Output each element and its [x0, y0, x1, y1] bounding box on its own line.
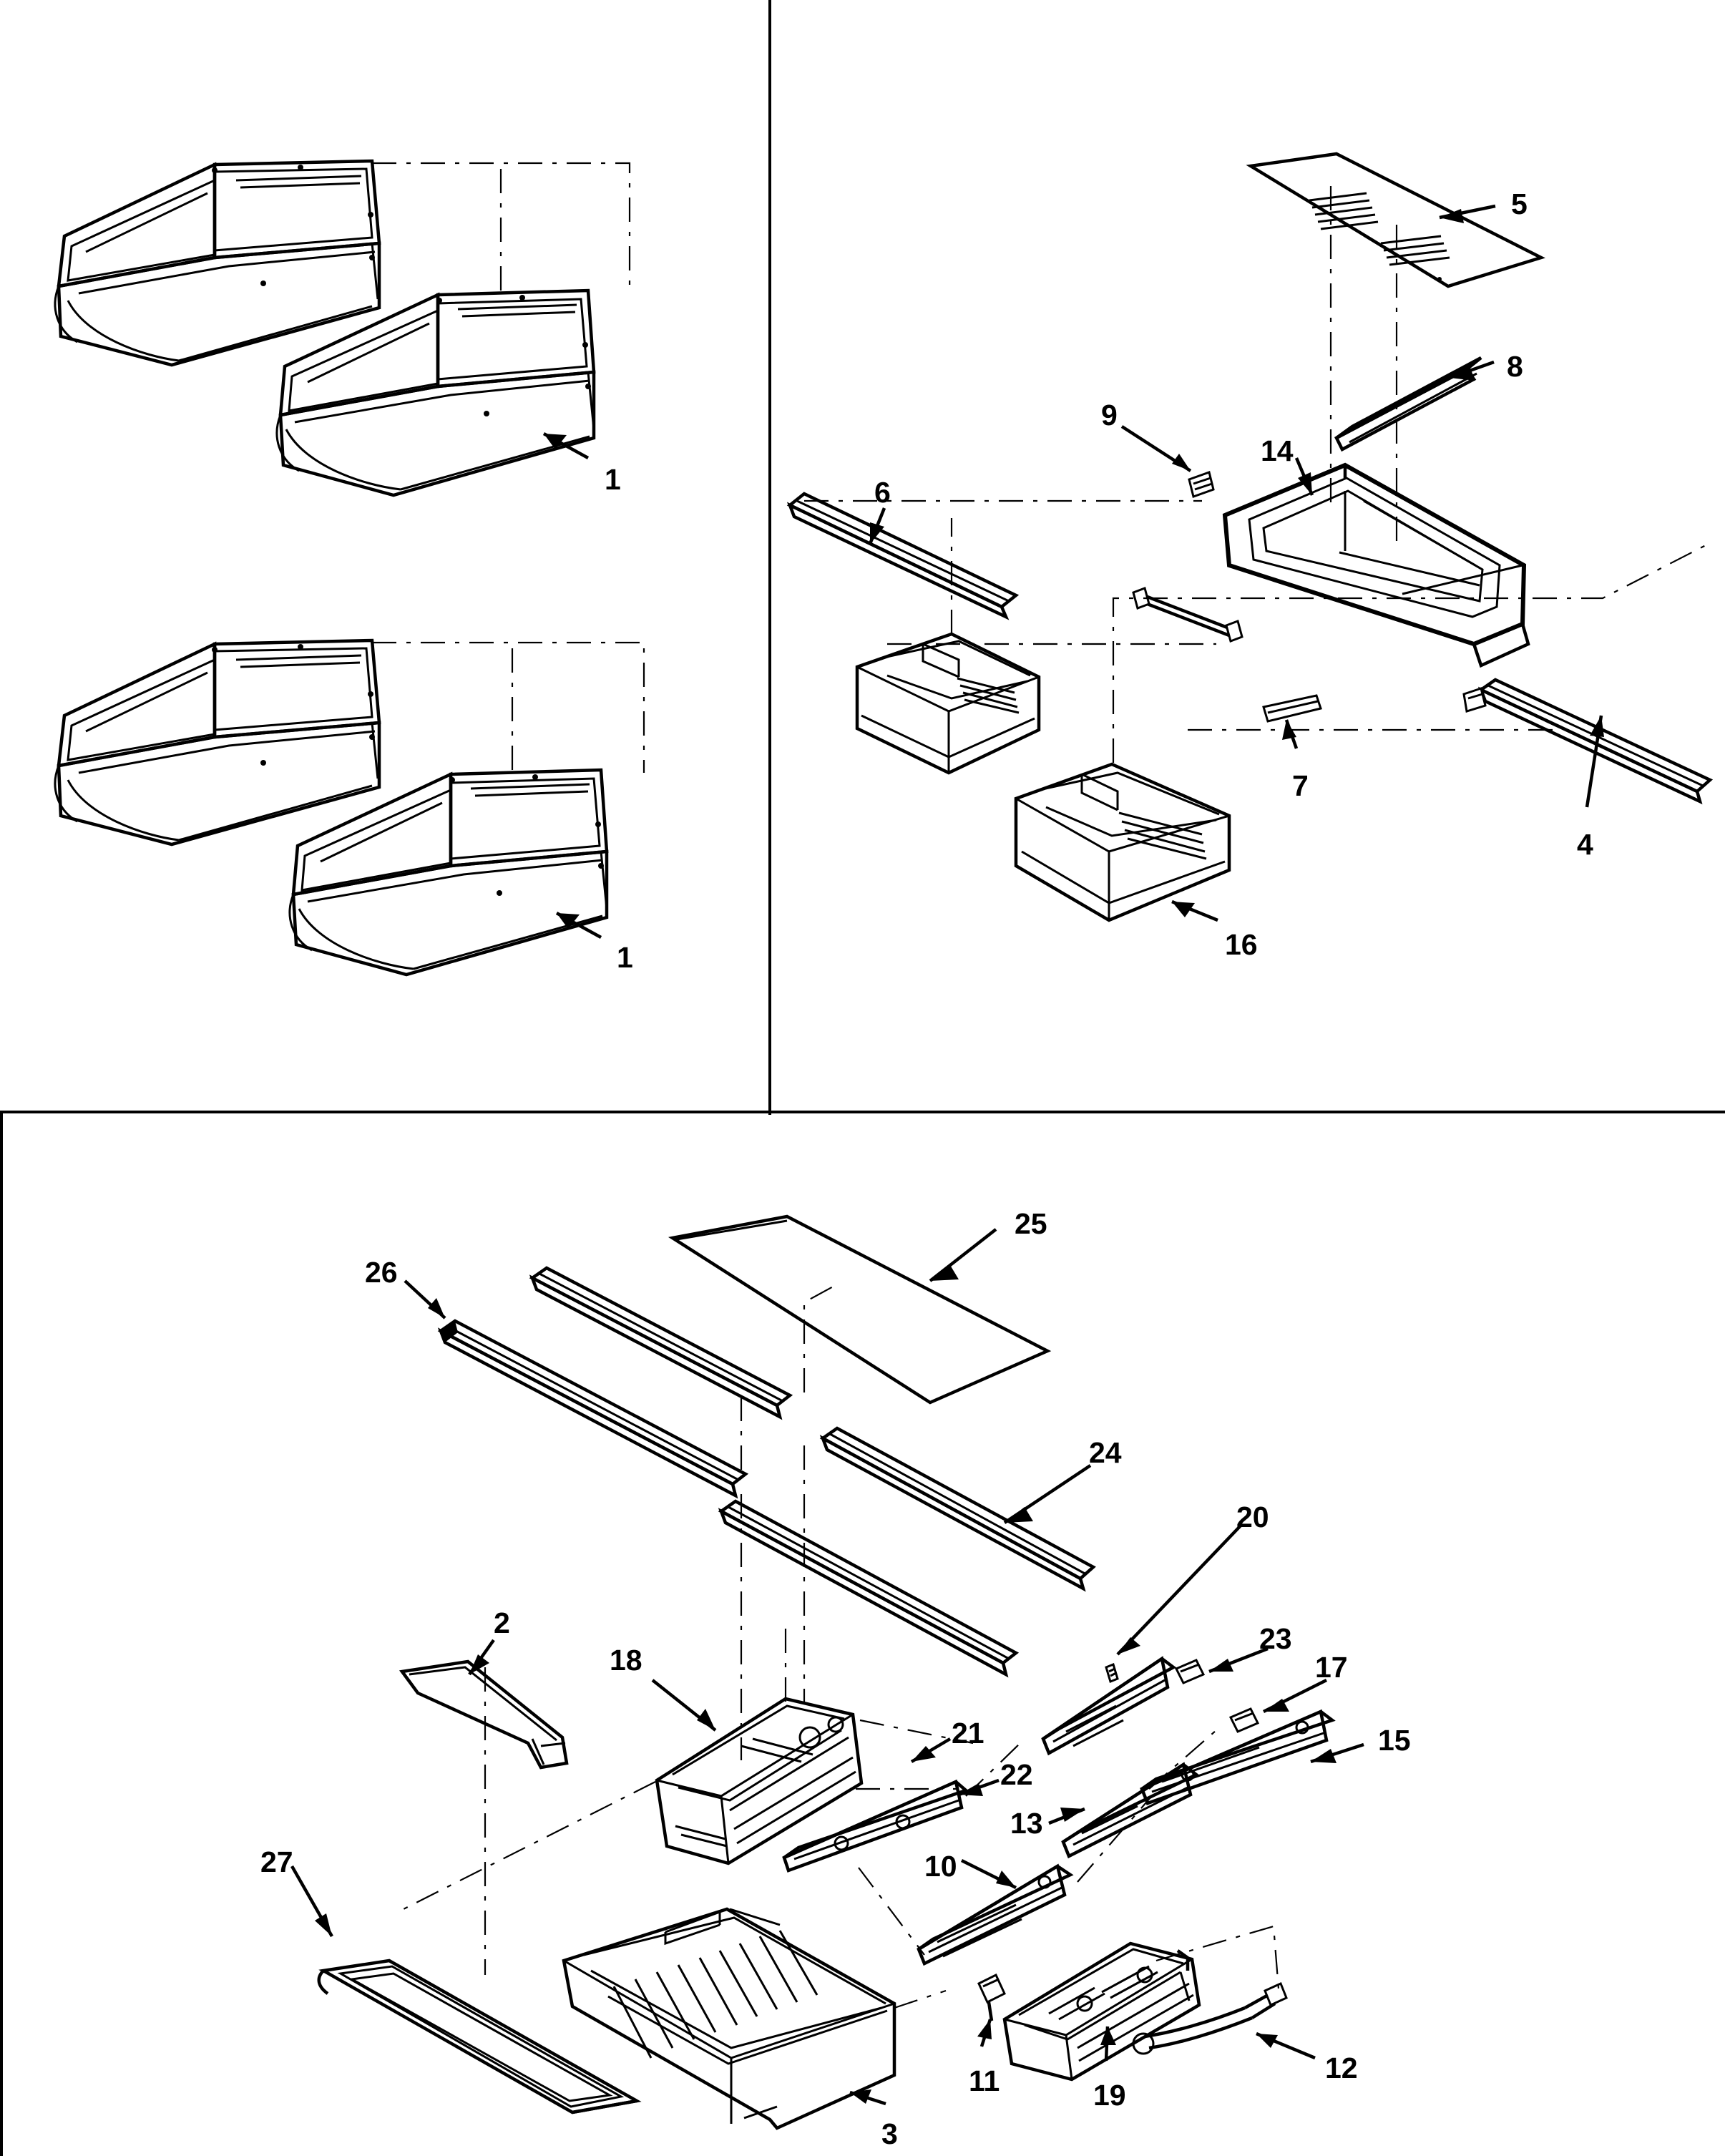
- callout-20: 20: [1236, 1501, 1269, 1533]
- callout-13: 13: [1010, 1807, 1043, 1840]
- fastener-11: [979, 1975, 1005, 2021]
- callout-8: 8: [1507, 350, 1523, 383]
- shelf-assembly-lower-back: [55, 640, 379, 844]
- callout-6: 6: [874, 476, 891, 509]
- crisper-pan-upper: [857, 634, 1039, 773]
- front-trim-27: [319, 1961, 637, 2112]
- callout-3: 3: [881, 2117, 898, 2150]
- shelf-assembly-upper-back: [55, 161, 379, 365]
- trim-upper-long: [532, 1268, 790, 1417]
- callout-12: 12: [1325, 2052, 1358, 2084]
- crisper-pan-16: [1016, 764, 1229, 920]
- callout-25: 25: [1015, 1207, 1047, 1240]
- callout-11: 11: [969, 2064, 1000, 2097]
- callout-23: 23: [1259, 1622, 1292, 1655]
- callout-18: 18: [610, 1644, 642, 1677]
- callout-26: 26: [365, 1256, 398, 1289]
- slide-rail-8: [1336, 358, 1481, 449]
- callout-22: 22: [1000, 1758, 1033, 1791]
- callout-17: 17: [1315, 1651, 1348, 1684]
- bracket-19: [1005, 1943, 1199, 2079]
- rail-24: [823, 1428, 1093, 1589]
- screw-20: [1106, 1664, 1118, 1682]
- callout-5: 5: [1511, 187, 1528, 220]
- callout-24: 24: [1089, 1436, 1122, 1469]
- callout-16: 16: [1225, 928, 1258, 961]
- callout-1-upper: 1: [605, 463, 621, 496]
- rod-center: [1133, 588, 1242, 641]
- callout-4: 4: [1577, 828, 1593, 861]
- clip-9: [1189, 472, 1213, 497]
- callout-19: 19: [1093, 2079, 1126, 2112]
- callout-27: 27: [260, 1845, 293, 1878]
- callout-15: 15: [1378, 1724, 1411, 1757]
- trim-strip-6: [790, 494, 1016, 617]
- callout-14: 14: [1261, 434, 1294, 467]
- callout-2: 2: [494, 1606, 510, 1639]
- shelf-assembly-lower-front: [290, 770, 607, 975]
- wire-12: [1133, 1984, 1286, 2054]
- deli-glass-25: [673, 1216, 1047, 1403]
- crisper-cover-glass: [1251, 154, 1541, 286]
- callout-7: 7: [1292, 769, 1309, 802]
- clip-small-right: [1464, 688, 1485, 711]
- deli-drawer-3: [564, 1909, 894, 2128]
- callout-21: 21: [952, 1717, 984, 1750]
- callout-10: 10: [924, 1850, 957, 1883]
- clip-23: [1176, 1660, 1203, 1683]
- callout-9: 9: [1101, 399, 1118, 431]
- crisper-cover-frame-14: [1225, 465, 1528, 665]
- rail-4: [1481, 680, 1710, 801]
- callout-1-lower: 1: [617, 941, 633, 974]
- clip-17: [1231, 1709, 1258, 1732]
- bracket-7: [1264, 696, 1321, 721]
